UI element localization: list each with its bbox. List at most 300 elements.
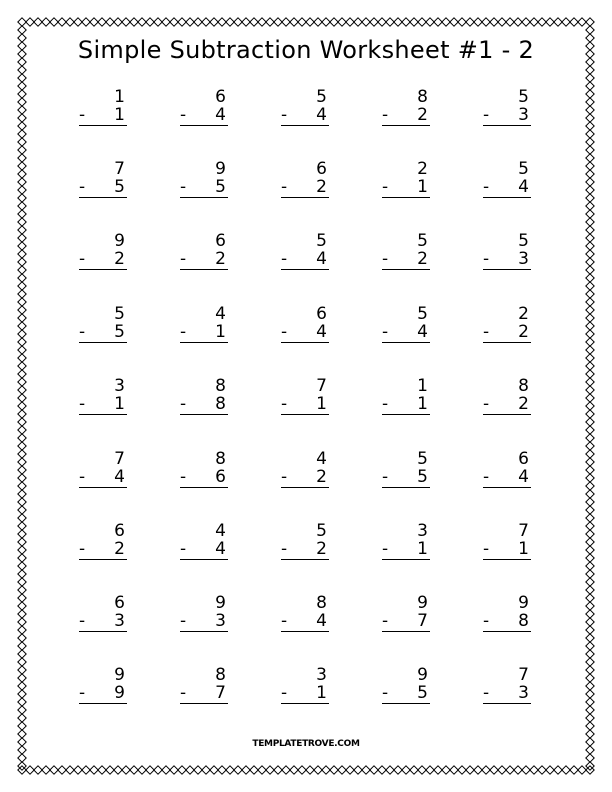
border-diamond xyxy=(18,418,26,426)
minus-sign: - xyxy=(180,394,187,414)
border-diamond xyxy=(482,766,490,774)
minuend: 1 xyxy=(417,376,428,396)
minus-sign: - xyxy=(382,467,389,487)
subtraction-problem xyxy=(180,232,228,276)
border-diamond xyxy=(458,766,466,774)
border-diamond xyxy=(330,766,338,774)
minus-sign: - xyxy=(281,177,288,197)
minuend: 6 xyxy=(316,159,327,179)
border-diamond xyxy=(586,610,594,618)
subtrahend: 4 xyxy=(417,322,428,342)
border-diamond xyxy=(586,234,594,242)
border-diamond xyxy=(18,410,26,418)
subtraction-problem xyxy=(483,666,531,710)
border-diamond xyxy=(586,82,594,90)
border-diamond xyxy=(138,18,146,26)
answer-line xyxy=(483,197,531,198)
border-diamond xyxy=(18,458,26,466)
minuend: 4 xyxy=(316,449,327,469)
border-diamond xyxy=(586,394,594,402)
border-diamond xyxy=(162,18,170,26)
border-diamond xyxy=(586,202,594,210)
answer-line xyxy=(483,125,531,126)
minuend: 5 xyxy=(518,159,529,179)
answer-line xyxy=(483,269,531,270)
border-diamond xyxy=(330,18,338,26)
border-diamond xyxy=(210,18,218,26)
border-diamond xyxy=(218,18,226,26)
border-diamond xyxy=(586,370,594,378)
minuend: 5 xyxy=(417,449,428,469)
minus-sign: - xyxy=(483,249,490,269)
minuend: 9 xyxy=(417,665,428,685)
border-diamond xyxy=(290,18,298,26)
border-diamond xyxy=(18,530,26,538)
subtrahend: 3 xyxy=(215,611,226,631)
border-diamond xyxy=(106,18,114,26)
subtraction-problem xyxy=(180,522,228,566)
border-diamond xyxy=(306,766,314,774)
border-diamond xyxy=(450,766,458,774)
border-diamond xyxy=(18,626,26,634)
minuend: 1 xyxy=(114,87,125,107)
subtrahend: 2 xyxy=(518,394,529,414)
minus-sign: - xyxy=(483,467,490,487)
border-diamond xyxy=(290,766,298,774)
minus-sign: - xyxy=(483,177,490,197)
minuend: 8 xyxy=(215,376,226,396)
border-diamond xyxy=(66,18,74,26)
border-diamond xyxy=(514,18,522,26)
border-diamond xyxy=(586,130,594,138)
border-diamond xyxy=(522,766,530,774)
minus-sign: - xyxy=(79,322,86,342)
border-diamond xyxy=(298,766,306,774)
minus-sign: - xyxy=(281,249,288,269)
border-diamond xyxy=(354,18,362,26)
border-diamond xyxy=(586,642,594,650)
border-diamond xyxy=(18,714,26,722)
border-diamond xyxy=(18,130,26,138)
border-diamond xyxy=(586,330,594,338)
border-diamond xyxy=(394,766,402,774)
border-diamond xyxy=(570,18,578,26)
border-diamond xyxy=(18,674,26,682)
minuend: 6 xyxy=(316,304,327,324)
subtraction-problem xyxy=(382,377,430,421)
border-diamond xyxy=(466,18,474,26)
border-diamond xyxy=(50,18,58,26)
border-diamond xyxy=(586,346,594,354)
minus-sign: - xyxy=(483,105,490,125)
border-diamond xyxy=(586,682,594,690)
border-diamond xyxy=(18,442,26,450)
minuend: 5 xyxy=(316,231,327,251)
border-diamond xyxy=(186,18,194,26)
answer-line xyxy=(281,414,329,415)
answer-line xyxy=(382,414,430,415)
answer-line xyxy=(382,125,430,126)
subtraction-problem xyxy=(79,450,127,494)
border-diamond xyxy=(18,18,26,26)
border-diamond xyxy=(18,370,26,378)
border-diamond xyxy=(42,766,50,774)
border-diamond xyxy=(186,766,194,774)
border-diamond xyxy=(274,766,282,774)
subtrahend: 4 xyxy=(518,467,529,487)
border-diamond xyxy=(18,754,26,762)
subtrahend: 4 xyxy=(215,105,226,125)
border-diamond xyxy=(18,298,26,306)
border-diamond xyxy=(170,766,178,774)
minuend: 3 xyxy=(316,665,327,685)
border-diamond xyxy=(98,766,106,774)
border-diamond xyxy=(586,634,594,642)
border-diamond xyxy=(122,18,130,26)
border-diamond xyxy=(554,18,562,26)
border-diamond xyxy=(18,474,26,482)
subtrahend: 2 xyxy=(114,249,125,269)
border-diamond xyxy=(194,766,202,774)
border-diamond xyxy=(298,18,306,26)
minuend: 9 xyxy=(215,159,226,179)
answer-line xyxy=(180,414,228,415)
border-diamond xyxy=(82,18,90,26)
border-diamond xyxy=(18,538,26,546)
border-diamond xyxy=(586,266,594,274)
subtrahend: 5 xyxy=(114,177,125,197)
minus-sign: - xyxy=(180,322,187,342)
border-diamond xyxy=(434,18,442,26)
minus-sign: - xyxy=(483,539,490,559)
border-diamond xyxy=(586,138,594,146)
subtraction-problem xyxy=(483,594,531,638)
border-diamond xyxy=(586,458,594,466)
subtrahend: 1 xyxy=(316,683,327,703)
subtrahend: 2 xyxy=(316,177,327,197)
minuend: 5 xyxy=(417,231,428,251)
subtrahend: 2 xyxy=(316,539,327,559)
border-diamond xyxy=(586,338,594,346)
answer-line xyxy=(180,631,228,632)
minuend: 7 xyxy=(114,159,125,179)
border-diamond xyxy=(18,282,26,290)
minuend: 5 xyxy=(114,304,125,324)
minus-sign: - xyxy=(79,105,86,125)
border-diamond xyxy=(370,766,378,774)
subtrahend: 4 xyxy=(215,539,226,559)
subtrahend: 7 xyxy=(417,611,428,631)
border-diamond xyxy=(42,18,50,26)
subtraction-problem xyxy=(79,522,127,566)
border-diamond xyxy=(586,306,594,314)
border-diamond xyxy=(586,730,594,738)
border-diamond xyxy=(586,626,594,634)
subtrahend: 3 xyxy=(518,249,529,269)
border-diamond xyxy=(586,666,594,674)
border-diamond xyxy=(114,18,122,26)
minuend: 2 xyxy=(518,304,529,324)
border-diamond xyxy=(242,18,250,26)
subtraction-problem xyxy=(79,88,127,132)
border-diamond xyxy=(538,766,546,774)
minus-sign: - xyxy=(382,539,389,559)
border-diamond xyxy=(586,690,594,698)
border-diamond xyxy=(586,90,594,98)
subtrahend: 8 xyxy=(215,394,226,414)
subtraction-problem xyxy=(180,305,228,349)
border-diamond xyxy=(586,482,594,490)
border-diamond xyxy=(586,354,594,362)
border-diamond xyxy=(514,766,522,774)
subtrahend: 2 xyxy=(215,249,226,269)
border-diamond xyxy=(346,18,354,26)
border-diamond xyxy=(586,434,594,442)
border-diamond xyxy=(18,546,26,554)
border-diamond xyxy=(18,226,26,234)
border-diamond xyxy=(554,766,562,774)
border-diamond xyxy=(386,766,394,774)
border-diamond xyxy=(18,650,26,658)
border-diamond xyxy=(170,18,178,26)
subtraction-problem xyxy=(382,666,430,710)
border-diamond xyxy=(490,18,498,26)
border-diamond xyxy=(426,18,434,26)
minus-sign: - xyxy=(483,683,490,703)
subtrahend: 1 xyxy=(417,394,428,414)
border-diamond xyxy=(586,282,594,290)
border-diamond xyxy=(546,766,554,774)
subtrahend: 1 xyxy=(316,394,327,414)
border-diamond xyxy=(18,634,26,642)
border-diamond xyxy=(314,18,322,26)
border-diamond xyxy=(586,170,594,178)
answer-line xyxy=(281,703,329,704)
border-diamond xyxy=(66,766,74,774)
border-diamond xyxy=(586,242,594,250)
border-diamond xyxy=(586,378,594,386)
minus-sign: - xyxy=(79,611,86,631)
border-diamond xyxy=(586,546,594,554)
answer-line xyxy=(79,487,127,488)
answer-line xyxy=(79,269,127,270)
border-diamond xyxy=(410,18,418,26)
border-diamond xyxy=(586,314,594,322)
border-diamond xyxy=(18,202,26,210)
subtraction-problem xyxy=(483,450,531,494)
minuend: 3 xyxy=(417,521,428,541)
border-diamond xyxy=(586,594,594,602)
subtrahend: 1 xyxy=(114,105,125,125)
border-diamond xyxy=(18,378,26,386)
subtrahend: 7 xyxy=(215,683,226,703)
border-diamond xyxy=(586,250,594,258)
answer-line xyxy=(180,703,228,704)
minuend: 5 xyxy=(518,87,529,107)
border-diamond xyxy=(18,434,26,442)
border-diamond xyxy=(490,766,498,774)
border-diamond xyxy=(34,18,42,26)
subtraction-problem xyxy=(281,88,329,132)
subtraction-problem xyxy=(483,305,531,349)
minuend: 5 xyxy=(316,87,327,107)
border-diamond xyxy=(18,562,26,570)
border-diamond xyxy=(18,250,26,258)
border-diamond xyxy=(578,766,586,774)
border-diamond xyxy=(442,18,450,26)
answer-line xyxy=(483,559,531,560)
border-diamond xyxy=(178,766,186,774)
border-diamond xyxy=(18,122,26,130)
border-diamond xyxy=(146,18,154,26)
border-diamond xyxy=(458,18,466,26)
border-diamond xyxy=(522,18,530,26)
minuend: 9 xyxy=(215,593,226,613)
border-diamond xyxy=(506,18,514,26)
subtraction-problem xyxy=(180,450,228,494)
subtrahend: 1 xyxy=(417,539,428,559)
border-diamond xyxy=(586,290,594,298)
minuend: 7 xyxy=(518,665,529,685)
subtrahend: 4 xyxy=(114,467,125,487)
border-diamond xyxy=(18,330,26,338)
border-diamond xyxy=(306,18,314,26)
answer-line xyxy=(281,197,329,198)
border-diamond xyxy=(346,766,354,774)
border-diamond xyxy=(266,766,274,774)
border-diamond xyxy=(258,766,266,774)
minuend: 8 xyxy=(215,665,226,685)
border-diamond xyxy=(18,682,26,690)
border-diamond xyxy=(586,522,594,530)
minuend: 8 xyxy=(417,87,428,107)
border-diamond xyxy=(194,18,202,26)
border-diamond xyxy=(386,18,394,26)
minuend: 4 xyxy=(215,521,226,541)
border-diamond xyxy=(18,490,26,498)
border-diamond xyxy=(498,18,506,26)
minus-sign: - xyxy=(281,539,288,559)
border-diamond xyxy=(362,766,370,774)
border-diamond xyxy=(250,766,258,774)
subtraction-problem xyxy=(281,377,329,421)
answer-line xyxy=(79,342,127,343)
border-diamond xyxy=(18,706,26,714)
minuend: 8 xyxy=(215,449,226,469)
border-diamond xyxy=(586,618,594,626)
answer-line xyxy=(281,269,329,270)
page-title: Simple Subtraction Worksheet #1 - 2 xyxy=(77,36,535,64)
minus-sign: - xyxy=(382,683,389,703)
border-diamond xyxy=(58,18,66,26)
border-diamond xyxy=(282,18,290,26)
border-diamond xyxy=(586,650,594,658)
border-diamond xyxy=(586,466,594,474)
minuend: 9 xyxy=(417,593,428,613)
minus-sign: - xyxy=(180,249,187,269)
border-diamond xyxy=(586,274,594,282)
border-diamond xyxy=(18,602,26,610)
border-diamond xyxy=(354,766,362,774)
border-diamond xyxy=(18,258,26,266)
subtrahend: 3 xyxy=(518,105,529,125)
minuend: 3 xyxy=(114,376,125,396)
border-diamond xyxy=(74,766,82,774)
border-diamond xyxy=(82,766,90,774)
minuend: 5 xyxy=(518,231,529,251)
minus-sign: - xyxy=(79,467,86,487)
border-diamond xyxy=(586,586,594,594)
subtraction-problem xyxy=(180,594,228,638)
border-diamond xyxy=(586,658,594,666)
subtraction-problem xyxy=(483,88,531,132)
answer-line xyxy=(79,414,127,415)
border-diamond xyxy=(18,586,26,594)
border-diamond xyxy=(586,298,594,306)
border-diamond xyxy=(154,766,162,774)
border-diamond xyxy=(282,766,290,774)
minus-sign: - xyxy=(483,394,490,414)
border-diamond xyxy=(18,106,26,114)
border-diamond xyxy=(50,766,58,774)
minus-sign: - xyxy=(382,249,389,269)
border-diamond xyxy=(146,766,154,774)
minuend: 5 xyxy=(316,521,327,541)
border-diamond xyxy=(26,766,34,774)
subtrahend: 4 xyxy=(316,322,327,342)
subtrahend: 2 xyxy=(316,467,327,487)
border-diamond xyxy=(18,570,26,578)
answer-line xyxy=(281,559,329,560)
minuend: 6 xyxy=(215,231,226,251)
answer-line xyxy=(281,487,329,488)
border-diamond xyxy=(18,642,26,650)
subtrahend: 5 xyxy=(417,683,428,703)
subtraction-problem xyxy=(281,305,329,349)
border-diamond xyxy=(242,766,250,774)
border-diamond xyxy=(474,766,482,774)
minuend: 9 xyxy=(518,593,529,613)
minus-sign: - xyxy=(180,467,187,487)
minus-sign: - xyxy=(79,177,86,197)
border-diamond xyxy=(586,402,594,410)
border-diamond xyxy=(18,314,26,322)
footer-watermark: TEMPLATETROVE.COM xyxy=(252,739,360,749)
border-diamond xyxy=(362,18,370,26)
border-diamond xyxy=(586,362,594,370)
border-diamond xyxy=(18,426,26,434)
border-diamond xyxy=(58,766,66,774)
minus-sign: - xyxy=(281,105,288,125)
subtraction-problem xyxy=(382,522,430,566)
border-diamond xyxy=(18,594,26,602)
border-diamond xyxy=(18,514,26,522)
border-diamond xyxy=(586,162,594,170)
border-diamond xyxy=(18,234,26,242)
border-diamond xyxy=(202,766,210,774)
subtraction-problem xyxy=(382,232,430,276)
border-diamond xyxy=(578,18,586,26)
answer-line xyxy=(79,703,127,704)
border-diamond xyxy=(418,18,426,26)
border-diamond xyxy=(154,18,162,26)
border-diamond xyxy=(202,18,210,26)
border-diamond xyxy=(130,18,138,26)
border-diamond xyxy=(18,274,26,282)
minus-sign: - xyxy=(79,394,86,414)
minus-sign: - xyxy=(281,611,288,631)
answer-line xyxy=(180,487,228,488)
